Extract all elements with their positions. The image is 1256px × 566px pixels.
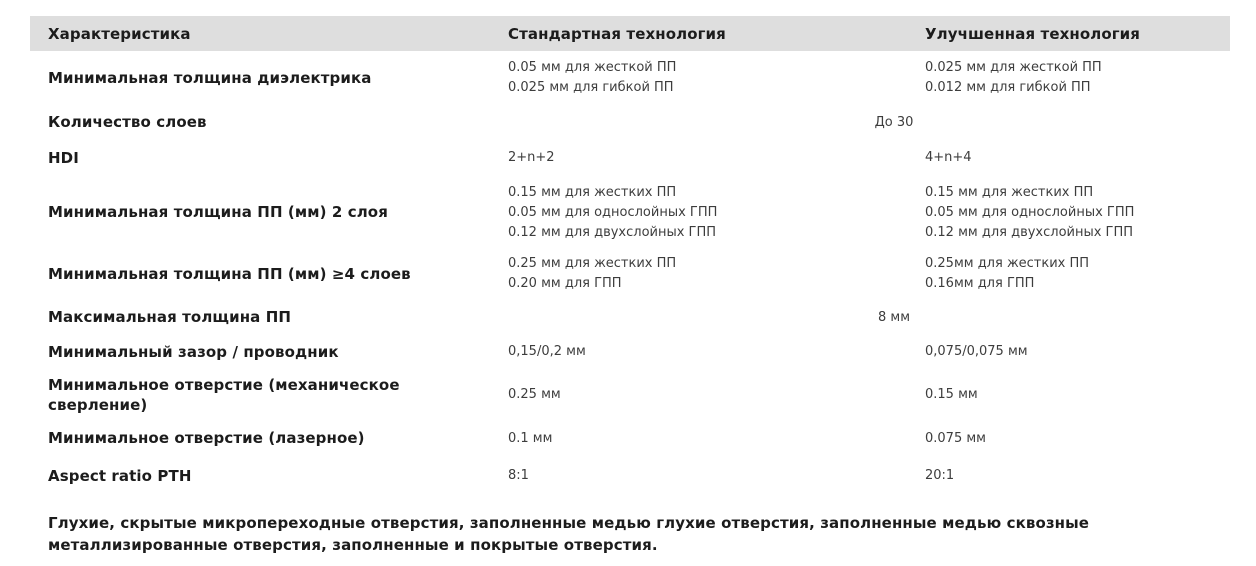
standard-value [508, 148, 925, 168]
value-line: 0.025 мм для жесткой ПП [925, 60, 1102, 75]
standard-value [508, 58, 925, 98]
improved-value [925, 342, 1230, 362]
standard-value [508, 342, 925, 362]
table-footnote: Глухие, скрытые микропереходные отверстия, заполненные медью глухие отверстия, заполненные медью сквозные металлизированные отверстия, заполненные и покрытые отверстия. [48, 514, 1090, 554]
table-row [30, 457, 1230, 495]
table-row [30, 139, 1230, 177]
row-label: Минимальное отверстие (механическое сверление) [48, 375, 400, 414]
value-line: 2+n+2 [508, 150, 555, 165]
value-line: 4+n+4 [925, 150, 972, 165]
row-label: Минимальное отверстие (лазерное) [48, 429, 365, 448]
table-header-row [30, 16, 1230, 51]
value-line: 0.25 мм для жестких ПП [508, 256, 677, 271]
improved-value [925, 183, 1230, 243]
improved-value [925, 254, 1230, 294]
table-row [30, 248, 1230, 300]
value-line: 0.075 мм [925, 430, 986, 446]
standard-value [508, 385, 925, 405]
table-row [30, 420, 1230, 457]
merged-value: 8 мм [877, 309, 911, 325]
table-row [30, 334, 1230, 370]
value-line: 0.15 мм для жестких ПП [508, 184, 677, 200]
header-characteristic: Характеристика [48, 24, 191, 43]
value-line: 8:1 [508, 468, 529, 483]
standard-value [508, 183, 925, 243]
row-label: HDI [48, 148, 79, 167]
value-line: 0.05 мм для однослойных ГПП [925, 204, 1135, 220]
value-line: 0,15/0,2 мм [508, 344, 586, 359]
value-line: 0,075/0,075 мм [925, 344, 1028, 359]
value-line: 0.1 мм [508, 430, 553, 446]
header-improved-technology: Улучшенная технология [925, 24, 1141, 43]
value-line: 0.05 мм для жесткой ПП [508, 60, 677, 75]
row-label: Минимальный зазор / проводник [48, 342, 339, 361]
table-row [30, 105, 1230, 139]
value-line: 0.25 мм [508, 387, 561, 402]
value-line: 0.025 мм для гибкой ПП [508, 80, 674, 95]
table-row [30, 300, 1230, 334]
value-line: 0.12 мм для двухслойных ГПП [925, 224, 1134, 240]
row-label: Максимальная толщина ПП [48, 307, 292, 326]
table-row [30, 51, 1230, 105]
table-row [30, 177, 1230, 248]
improved-value [925, 429, 1230, 449]
row-label: Aspect ratio PTH [48, 466, 192, 485]
value-line: 0.15 мм для жестких ПП [925, 184, 1094, 200]
value-line: 0.15 мм [925, 387, 978, 402]
row-label: Минимальная толщина ПП (мм) 2 слоя [48, 203, 388, 222]
value-line: 0.20 мм для ГПП [508, 276, 622, 291]
row-label: Минимальная толщина диэлектрика [48, 68, 372, 87]
improved-value [925, 385, 1230, 405]
improved-value [925, 148, 1230, 168]
row-label: Количество слоев [48, 112, 207, 131]
improved-value [925, 466, 1230, 486]
table-row [30, 370, 1230, 420]
value-line: 0.16мм для ГПП [925, 276, 1035, 291]
row-label: Минимальная толщина ПП (мм) ≥4 слоев [48, 264, 411, 283]
standard-value [508, 429, 925, 449]
header-standard-technology: Стандартная технология [508, 24, 726, 43]
merged-value: До 30 [874, 114, 914, 130]
standard-value [508, 254, 925, 294]
value-line: 0.05 мм для однослойных ГПП [508, 204, 718, 220]
value-line: 0.25мм для жестких ПП [925, 256, 1090, 271]
improved-value [925, 58, 1230, 98]
standard-value [508, 466, 925, 486]
value-line: 0.012 мм для гибкой ПП [925, 80, 1091, 95]
value-line: 20:1 [925, 468, 955, 483]
value-line: 0.12 мм для двухслойных ГПП [508, 224, 717, 240]
